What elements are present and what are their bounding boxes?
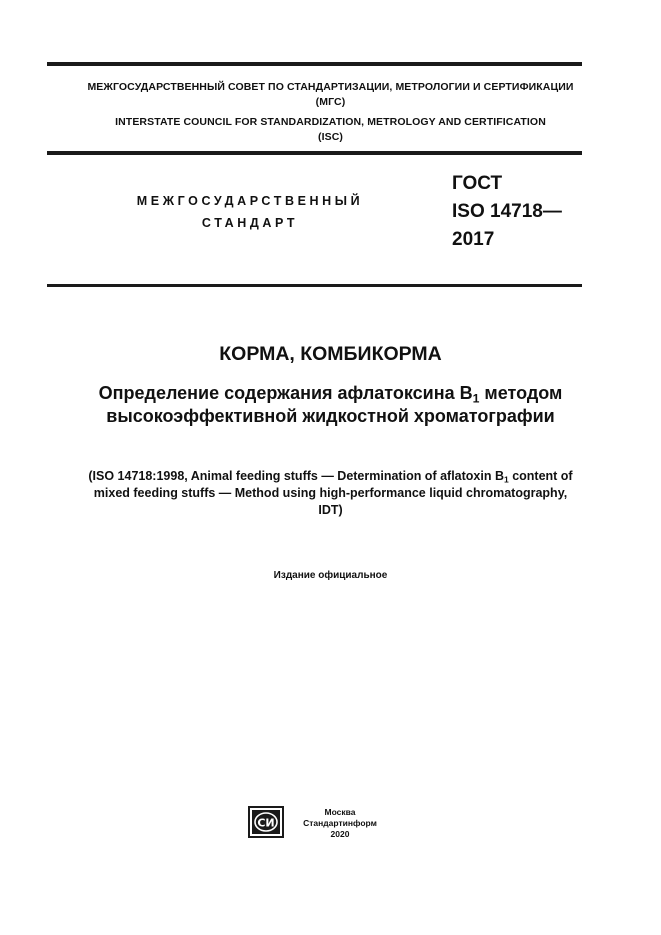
standard-kind-line1: МЕЖГОСУДАРСТВЕННЫЙ <box>136 194 364 208</box>
document-title: КОРМА, КОМБИКОРМА <box>219 343 442 365</box>
standard-designation <box>452 170 562 254</box>
orig-line1: (ISO 14718:1998, Animal feeding stuffs — Determination of aflatoxin $B_1$ content of <box>88 469 573 485</box>
publisher-city: Москва <box>324 807 356 817</box>
standartinform-logo-icon <box>248 806 284 838</box>
top-rule <box>47 62 582 66</box>
council-en-abbr: (ISC) <box>318 131 343 143</box>
header-rule <box>47 284 582 287</box>
council-ru-abbr: (МГС) <box>315 96 346 108</box>
designation-line1: ГОСТ <box>452 173 503 194</box>
subtitle-line1: Определение содержания афлатоксина $B_1$ методом <box>98 383 563 406</box>
orig-line3: IDT) <box>318 503 343 517</box>
logo-text: СИ <box>257 816 275 830</box>
designation-line3: 2017 <box>452 229 495 250</box>
standard-kind <box>110 190 390 234</box>
council-ru-name: МЕЖГОСУДАРСТВЕННЫЙ СОВЕТ ПО СТАНДАРТИЗАЦИИ, МЕТРОЛОГИИ И СЕРТИФИКАЦИИ <box>87 81 574 93</box>
publisher-year: 2020 <box>330 829 350 839</box>
subtitle-line2: высокоэффективной жидкостной хроматографии <box>106 406 555 426</box>
edition-label: Издание официальное <box>273 570 388 581</box>
original-standard-reference <box>0 468 661 519</box>
orig-line2: mixed feeding stuffs — Method using high-performance liquid chromatography, <box>93 486 568 500</box>
council-en-name: INTERSTATE COUNCIL FOR STANDARDIZATION, METROLOGY AND CERTIFICATION <box>115 116 546 128</box>
standard-kind-line2: СТАНДАРТ <box>201 216 299 230</box>
designation-line2: ISO 14718— <box>452 201 562 222</box>
document-subtitle <box>0 382 661 428</box>
council-rule <box>47 151 582 155</box>
publisher-block <box>292 807 388 840</box>
publisher-name: Стандартинформ <box>303 818 377 828</box>
council-block <box>0 80 661 145</box>
